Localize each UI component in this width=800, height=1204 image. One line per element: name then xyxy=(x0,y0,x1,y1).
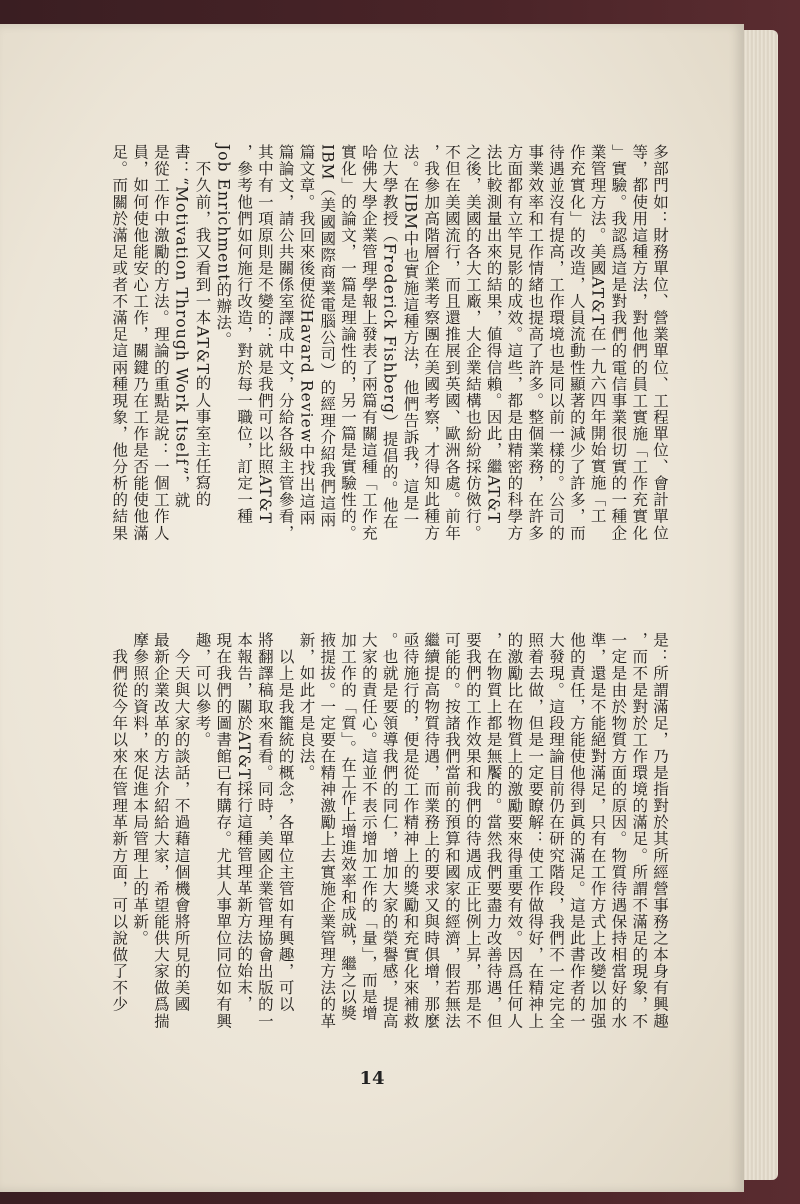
text-line: 摩參照的資料，來促進本局管理上的革新。 xyxy=(131,632,150,947)
text-line: ，在物質上都是無饜的。當然我們要盡力改善待遇，但 xyxy=(484,632,503,1030)
text-line: 哈佛大學企業管理學報上發表了兩篇有關這種「工作充 xyxy=(359,144,378,542)
text-line: 實化」的論文，一篇是理論性的，另一篇是實驗性的。 xyxy=(339,144,358,542)
text-line: 方面都有立竿見影的成效。這些，都是由精密的科學方 xyxy=(505,144,524,542)
text-line: 一定是由於物質方面的原因。物質待遇保持相當好的水 xyxy=(609,632,628,1030)
text-line: 書：“Motivation Through Work Itself”，就 xyxy=(172,144,191,509)
text-line: 事業效率和工作情緒也提高了許多。整個業務，在許多 xyxy=(526,144,545,542)
text-line: 業管理方法。美國AT&T在一九六四年開始實施「工 xyxy=(588,144,607,525)
text-line: 新，如此才是良法。 xyxy=(297,632,316,781)
text-line: 大家的責任心。這並不表示增加工作的「量」，而是增 xyxy=(359,632,378,1022)
text-line: 等，都使用這種方法，對他們的員工實施「工作充實化 xyxy=(630,144,649,542)
text-line: 篇文章。我回來後便從Havard Review中找出這兩 xyxy=(297,144,316,526)
text-line: 法。在IBM中也實施這種方法，他們告訴我，這是一 xyxy=(401,144,420,529)
text-line: 照着去做，但是一定要瞭解：使工作做得好，在精神上 xyxy=(526,632,545,1030)
text-line: 我們從今年以來在管理革新方面，可以說做了不少 xyxy=(110,632,129,1013)
text-line: 足。而關於滿足或者不滿足這兩種現象，他分析的結果 xyxy=(110,144,129,542)
text-line: 員，如何使他能安心工作，關鍵乃在工作是否能使他滿 xyxy=(131,144,150,542)
text-line: 。也就是要領導我們的同仁，增加大家的榮譽感，提高 xyxy=(380,632,399,1030)
text-line: 的激勵比在物質上的激勵要來得重要有效。因爲任何人 xyxy=(505,632,524,1030)
page-edges xyxy=(738,30,778,1180)
text-line: 」實驗。我認爲這是對我們的電信事業很切實的一種企 xyxy=(609,144,628,542)
page-number: 14 xyxy=(359,1068,385,1089)
text-line: 本報告，關於AT&T採行這種管理革新方法的始末， xyxy=(235,632,254,1013)
lower-text-block xyxy=(52,632,670,1072)
text-line: 之後，美國的各大工廠，大企業結構也紛紛採仿傚行。 xyxy=(463,144,482,542)
text-line: 法比較測量出來的結果，値得信賴。因此，繼AT&T xyxy=(484,144,503,525)
text-line: 亟待施行的，便是從工作精神上的獎勵和充實化來補救 xyxy=(401,632,420,1030)
text-line: 最新企業改革的方法介紹給大家，希望能供大家做爲揣 xyxy=(151,632,170,1030)
text-line: 多部門如：財務單位、營業單位、工程單位、會計單位 xyxy=(651,144,669,542)
text-line: 不但在美國流行，而且還推展到英國、歐洲各處。前年 xyxy=(443,144,462,542)
text-line: 不久前，我又看到一本AT&T的人事室主任寫的 xyxy=(193,144,212,508)
upper-text-block xyxy=(52,144,670,584)
text-line: 可能的。按諸我們當前的預算和國家的經濟，假若無法 xyxy=(443,632,462,1030)
text-line: ，我參加高階層企業考察團在美國考察，才得知此種方 xyxy=(422,144,441,542)
text-line: 作充實化」的改造，人員流動性顯著的減少了許多，而 xyxy=(567,144,586,542)
text-line: 是從工作中激勵的方法。理論的重點是說：一個工作人 xyxy=(151,144,170,542)
text-line: ，參考他們如何施行改造，對於每一職位，訂定一種 xyxy=(235,144,254,525)
text-line: Job Enrichment的辦法。 xyxy=(214,144,233,348)
text-line: 位大學教授（Frederick Fishberg）提倡的。他在 xyxy=(380,144,399,530)
text-line: 篇論文，請公共關係室譯成中文，分給各級主管參看， xyxy=(276,144,295,542)
text-line: 今天與大家的談話，不過藉這個機會將所見的美國 xyxy=(172,632,191,1013)
text-line: IBM（美國國際商業電腦公司）的經理介紹我們這兩 xyxy=(318,144,337,529)
text-line: 以上是我籠統的概念，各單位主管如有興趣，可以 xyxy=(276,632,295,1013)
text-line: 將翻譯稿取來看看。同時，美國企業管理協會出版的一 xyxy=(255,632,274,1030)
text-line: 其中有一項原則是不變的：就是我們可以比照AT&T xyxy=(255,144,274,525)
text-line: 待遇並沒有提高，工作環境也是同以前一樣的。公司的 xyxy=(547,144,566,542)
text-line: 準，還是不能絕對滿足，只有在工作方式上改變以加强 xyxy=(588,632,607,1030)
text-line: 繼續提高物質待遇，而業務上的要求又與時俱增，那麼 xyxy=(422,632,441,1030)
text-line: 現在我們的圖書館已有購存。尤其人事單位同位如有興 xyxy=(214,632,233,1030)
text-line: ，而不是對於工作環境的滿足。所謂不滿足的現象，不 xyxy=(630,632,649,1030)
text-line: 掖提拔。一定要在精神激勵上去實施企業管理方法的革 xyxy=(318,632,337,1030)
text-line: 加工作的「質」。在工作上增進效率和成就，繼之以獎 xyxy=(339,632,358,1022)
text-line: 他的責任，方能使他得到眞的滿足。這是此書作者的一 xyxy=(567,632,586,1030)
text-line: 要我們的工作效果和我們的待遇成正比例上昇，那是不 xyxy=(463,632,482,1030)
text-line: 大發現。這段理論目前仍在研究階段，我們不一定完全 xyxy=(547,632,566,1030)
text-line: 趣，可以參考。 xyxy=(193,632,212,748)
text-line: 是：所謂滿足，乃是指對於其所經營事務之本身有興趣 xyxy=(651,632,669,1030)
book-page xyxy=(0,24,744,1192)
